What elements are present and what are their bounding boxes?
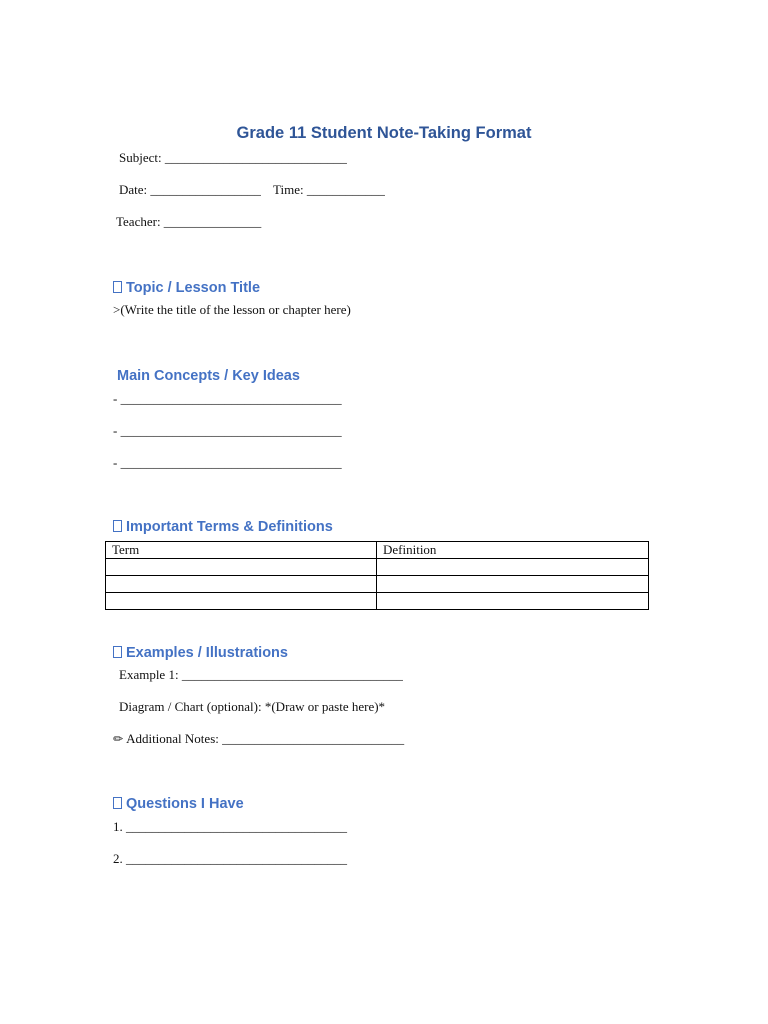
pencil-icon: ✏ — [113, 732, 124, 746]
diagram-field: Diagram / Chart (optional): *(Draw or paste here)* — [119, 699, 386, 714]
column-header-definition: Definition — [377, 542, 649, 559]
unrendered-glyph-icon — [113, 520, 122, 532]
topic-instruction: >(Write the title of the lesson or chapter here) — [113, 302, 351, 317]
examples-heading-text: Examples / Illustrations — [126, 645, 288, 661]
terms-table — [105, 541, 649, 610]
term-cell — [106, 559, 377, 576]
column-header-term: Term — [106, 542, 377, 559]
date-field: Date: _________________ — [119, 182, 261, 197]
question-line: 1. __________________________________ — [113, 819, 347, 834]
topic-heading — [113, 279, 260, 297]
terms-heading-text: Important Terms & Definitions — [126, 519, 333, 535]
term-cell — [106, 593, 377, 610]
additional-notes-text: Additional Notes: ____________________________ — [126, 731, 405, 746]
concept-line: - __________________________________ — [113, 455, 342, 470]
definition-cell — [377, 593, 649, 610]
concept-line: - __________________________________ — [113, 391, 342, 406]
time-field: Time: ____________ — [273, 182, 385, 197]
document-title: Grade 11 Student Note-Taking Format — [236, 124, 532, 142]
questions-heading-text: Questions I Have — [126, 796, 244, 812]
table-row — [106, 593, 649, 610]
topic-heading-text: Topic / Lesson Title — [126, 280, 261, 296]
term-cell — [106, 576, 377, 593]
teacher-field: Teacher: _______________ — [116, 214, 262, 229]
table-header-row — [106, 542, 649, 559]
examples-heading — [113, 644, 288, 662]
questions-heading — [113, 795, 244, 813]
table-row — [106, 576, 649, 593]
definition-cell — [377, 559, 649, 576]
subject-field: Subject: ____________________________ — [119, 150, 347, 165]
table-row — [106, 559, 649, 576]
main-concepts-heading: Main Concepts / Key Ideas — [117, 368, 300, 384]
example-1-field: Example 1: __________________________________ — [119, 667, 403, 682]
unrendered-glyph-icon — [113, 646, 122, 658]
terms-heading — [113, 518, 333, 536]
unrendered-glyph-icon — [113, 797, 122, 809]
definition-cell — [377, 576, 649, 593]
unrendered-glyph-icon — [113, 281, 122, 293]
concept-line: - __________________________________ — [113, 423, 342, 438]
additional-notes-field — [113, 731, 404, 747]
question-line: 2. __________________________________ — [113, 851, 347, 866]
